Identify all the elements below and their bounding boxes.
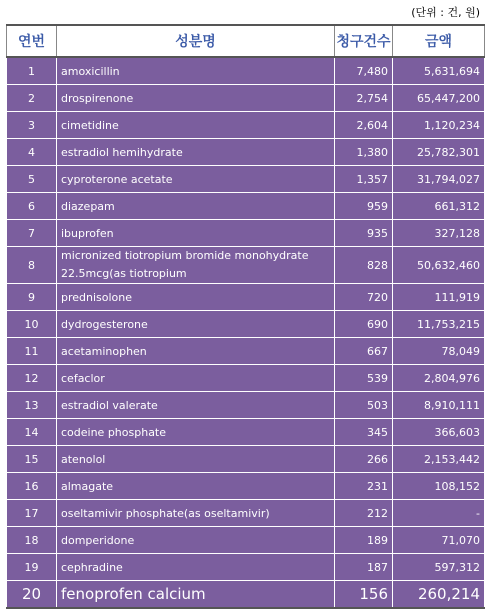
claim-count: 690 <box>335 311 393 338</box>
drug-name: acetaminophen <box>57 338 335 365</box>
claim-count: 1,380 <box>335 139 393 166</box>
drug-name: amoxicillin <box>57 57 335 85</box>
header-amount: 금액 <box>393 25 485 57</box>
claim-count: 503 <box>335 392 393 419</box>
drug-name: estradiol valerate <box>57 392 335 419</box>
claim-amount: 71,070 <box>393 527 485 554</box>
table-row <box>7 85 485 112</box>
claim-count: 539 <box>335 365 393 392</box>
claim-amount: 25,782,301 <box>393 139 485 166</box>
drug-claims-table <box>6 24 485 609</box>
row-number: 16 <box>7 473 57 500</box>
drug-name: cimetidine <box>57 112 335 139</box>
row-number: 8 <box>7 247 57 284</box>
row-number: 4 <box>7 139 57 166</box>
row-number: 1 <box>7 57 57 85</box>
claim-amount: 5,631,694 <box>393 57 485 85</box>
drug-name: diazepam <box>57 193 335 220</box>
table-row <box>7 220 485 247</box>
claim-amount: 108,152 <box>393 473 485 500</box>
row-number: 17 <box>7 500 57 527</box>
claim-count: 828 <box>335 247 393 284</box>
drug-name: micronized tiotropium bromide monohydrate 22.5mcg(as tiotropium <box>57 247 335 284</box>
claim-count: 7,480 <box>335 57 393 85</box>
table-row <box>7 247 485 284</box>
drug-name: oseltamivir phosphate(as oseltamivir) <box>57 500 335 527</box>
header-row <box>7 25 485 57</box>
claim-amount: 50,632,460 <box>393 247 485 284</box>
claim-count: 212 <box>335 500 393 527</box>
drug-name: domperidone <box>57 527 335 554</box>
drug-name: drospirenone <box>57 85 335 112</box>
header-name: 성분명 <box>57 25 335 57</box>
claim-amount: 2,804,976 <box>393 365 485 392</box>
row-number: 19 <box>7 554 57 581</box>
table-row <box>7 193 485 220</box>
claim-count: 720 <box>335 284 393 311</box>
claim-count: 187 <box>335 554 393 581</box>
drug-name: atenolol <box>57 446 335 473</box>
claim-count: 2,754 <box>335 85 393 112</box>
table-row <box>7 166 485 193</box>
drug-name: almagate <box>57 473 335 500</box>
claim-count: 231 <box>335 473 393 500</box>
table-row <box>7 365 485 392</box>
claim-amount: 327,128 <box>393 220 485 247</box>
row-number: 5 <box>7 166 57 193</box>
claim-amount: - <box>393 500 485 527</box>
header-no: 연번 <box>7 25 57 57</box>
row-number: 14 <box>7 419 57 446</box>
claim-amount: 65,447,200 <box>393 85 485 112</box>
drug-name: codeine phosphate <box>57 419 335 446</box>
claim-amount: 8,910,111 <box>393 392 485 419</box>
row-number: 6 <box>7 193 57 220</box>
claim-count: 156 <box>335 581 393 609</box>
drug-name: estradiol hemihydrate <box>57 139 335 166</box>
claim-count: 667 <box>335 338 393 365</box>
row-number: 13 <box>7 392 57 419</box>
header-count: 청구건수 <box>335 25 393 57</box>
row-number: 9 <box>7 284 57 311</box>
table-row <box>7 112 485 139</box>
drug-name: dydrogesterone <box>57 311 335 338</box>
claim-count: 345 <box>335 419 393 446</box>
table-row <box>7 554 485 581</box>
drug-name: cyproterone acetate <box>57 166 335 193</box>
table-row <box>7 419 485 446</box>
unit-note: (단위 : 건, 원) <box>411 6 480 19</box>
row-number: 2 <box>7 85 57 112</box>
claim-count: 959 <box>335 193 393 220</box>
claim-count: 266 <box>335 446 393 473</box>
table-row <box>7 527 485 554</box>
table-row <box>7 500 485 527</box>
claim-amount: 111,919 <box>393 284 485 311</box>
row-number: 12 <box>7 365 57 392</box>
claim-amount: 1,120,234 <box>393 112 485 139</box>
drug-name: cephradine <box>57 554 335 581</box>
claim-count: 1,357 <box>335 166 393 193</box>
table-row <box>7 311 485 338</box>
row-number: 18 <box>7 527 57 554</box>
row-number: 20 <box>7 581 57 609</box>
claim-amount: 31,794,027 <box>393 166 485 193</box>
row-number: 7 <box>7 220 57 247</box>
table-row <box>7 139 485 166</box>
table-row <box>7 473 485 500</box>
claim-amount: 78,049 <box>393 338 485 365</box>
claim-amount: 661,312 <box>393 193 485 220</box>
table-row <box>7 338 485 365</box>
claim-amount: 366,603 <box>393 419 485 446</box>
row-number: 11 <box>7 338 57 365</box>
drug-name: cefaclor <box>57 365 335 392</box>
claim-count: 189 <box>335 527 393 554</box>
claim-amount: 2,153,442 <box>393 446 485 473</box>
table-row <box>7 446 485 473</box>
table-row <box>7 392 485 419</box>
claim-amount: 597,312 <box>393 554 485 581</box>
row-number: 3 <box>7 112 57 139</box>
claim-count: 935 <box>335 220 393 247</box>
table-row <box>7 581 485 609</box>
drug-name: prednisolone <box>57 284 335 311</box>
claim-amount: 11,753,215 <box>393 311 485 338</box>
row-number: 10 <box>7 311 57 338</box>
table-row <box>7 284 485 311</box>
claim-count: 2,604 <box>335 112 393 139</box>
claim-amount: 260,214 <box>393 581 485 609</box>
drug-name: ibuprofen <box>57 220 335 247</box>
row-number: 15 <box>7 446 57 473</box>
table-row <box>7 57 485 85</box>
drug-name: fenoprofen calcium <box>57 581 335 609</box>
